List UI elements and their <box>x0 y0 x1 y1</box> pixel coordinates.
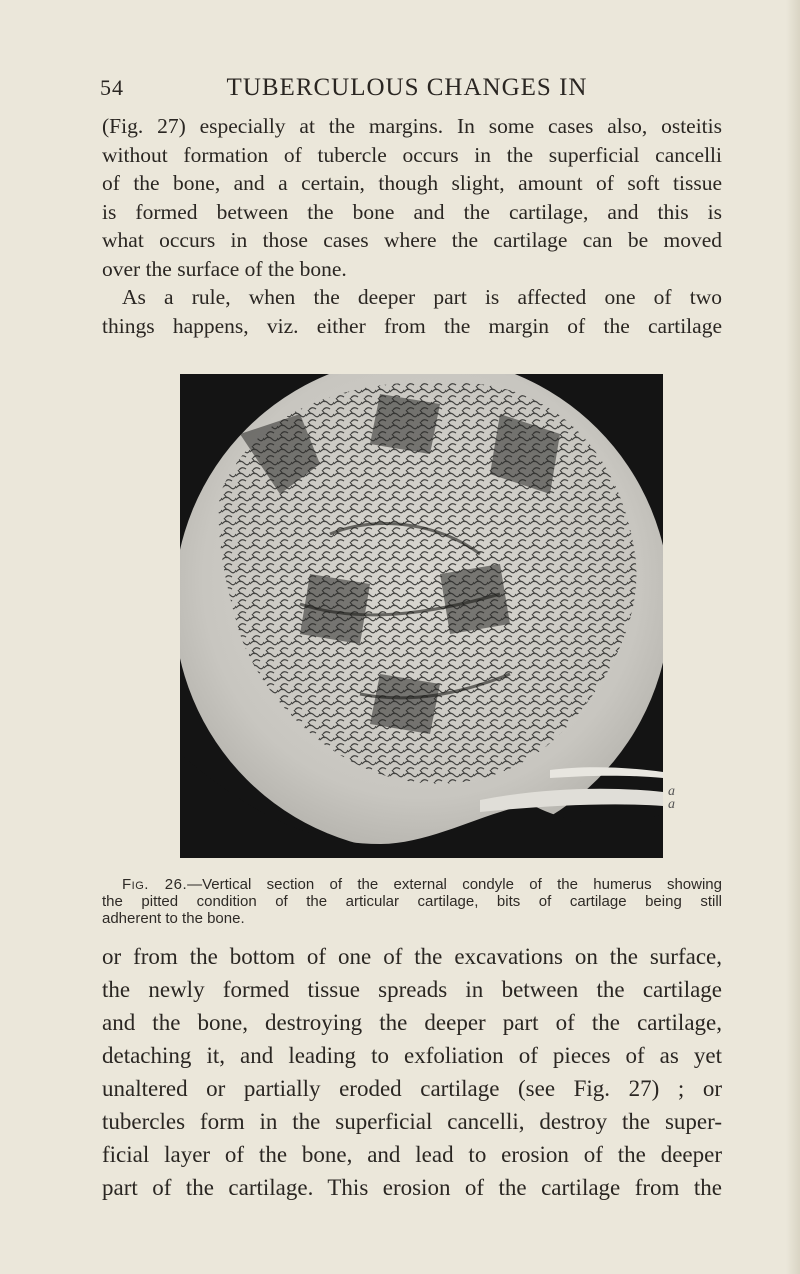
page-edge-shadow <box>786 0 800 1274</box>
running-title: TUBERCULOUS CHANGES IN <box>226 74 588 101</box>
figure-label-a-lower: a <box>668 797 675 812</box>
text-line: over the surface of the bone. <box>102 256 347 281</box>
caption-line <box>102 876 722 893</box>
text-line: or from the bottom of one of the excavations on the surface, <box>102 944 722 969</box>
page-number: 54 <box>100 75 124 100</box>
text-line: is formed between the bone and the cartilage, and this is <box>102 199 722 224</box>
page-header <box>100 74 720 102</box>
text-line: unaltered or partially eroded cartilage (see Fig. 27) ; or <box>102 1076 722 1101</box>
text-line: what occurs in those cases where the cartilage can be moved <box>102 228 722 252</box>
text-line: the newly formed tissue spreads in between the cartilage <box>102 977 722 1002</box>
text-line: detaching it, and leading to exfoliation of pieces of as yet <box>102 1043 722 1068</box>
top-paragraph <box>102 112 722 340</box>
micrograph-figure <box>180 374 663 858</box>
text-line: As a rule, when the deeper part is affected one of two <box>122 285 722 309</box>
text-line: without formation of tubercle occurs in the superficial cancelli <box>102 142 722 167</box>
text-line: part of the cartilage. This erosion of the cartilage from the <box>102 1175 722 1200</box>
figure-caption <box>102 876 722 927</box>
figure-label-a-upper: a <box>668 784 675 799</box>
text-line: things happens, viz. either from the margin of the cartilage <box>102 313 722 338</box>
caption-prefix: Fig. 26. <box>122 876 188 893</box>
text-line: of the bone, and a certain, though slight, amount of soft tissue <box>102 171 722 195</box>
caption-line: adherent to the bone. <box>102 910 245 927</box>
caption-text: —Vertical section of the external condyle of the humerus showing <box>187 876 722 893</box>
caption-line: the pitted condition of the articular cartilage, bits of cartilage being still <box>102 893 722 910</box>
text-line: and the bone, destroying the deeper part of the cartilage, <box>102 1010 722 1035</box>
bottom-paragraph <box>102 940 722 1204</box>
micrograph-image <box>180 374 663 858</box>
text-line: tubercles form in the superficial cancelli, destroy the super- <box>102 1109 722 1134</box>
text-line: (Fig. 27) especially at the margins. In some cases also, osteitis <box>102 114 722 138</box>
text-line: ficial layer of the bone, and lead to erosion of the deeper <box>102 1142 722 1167</box>
